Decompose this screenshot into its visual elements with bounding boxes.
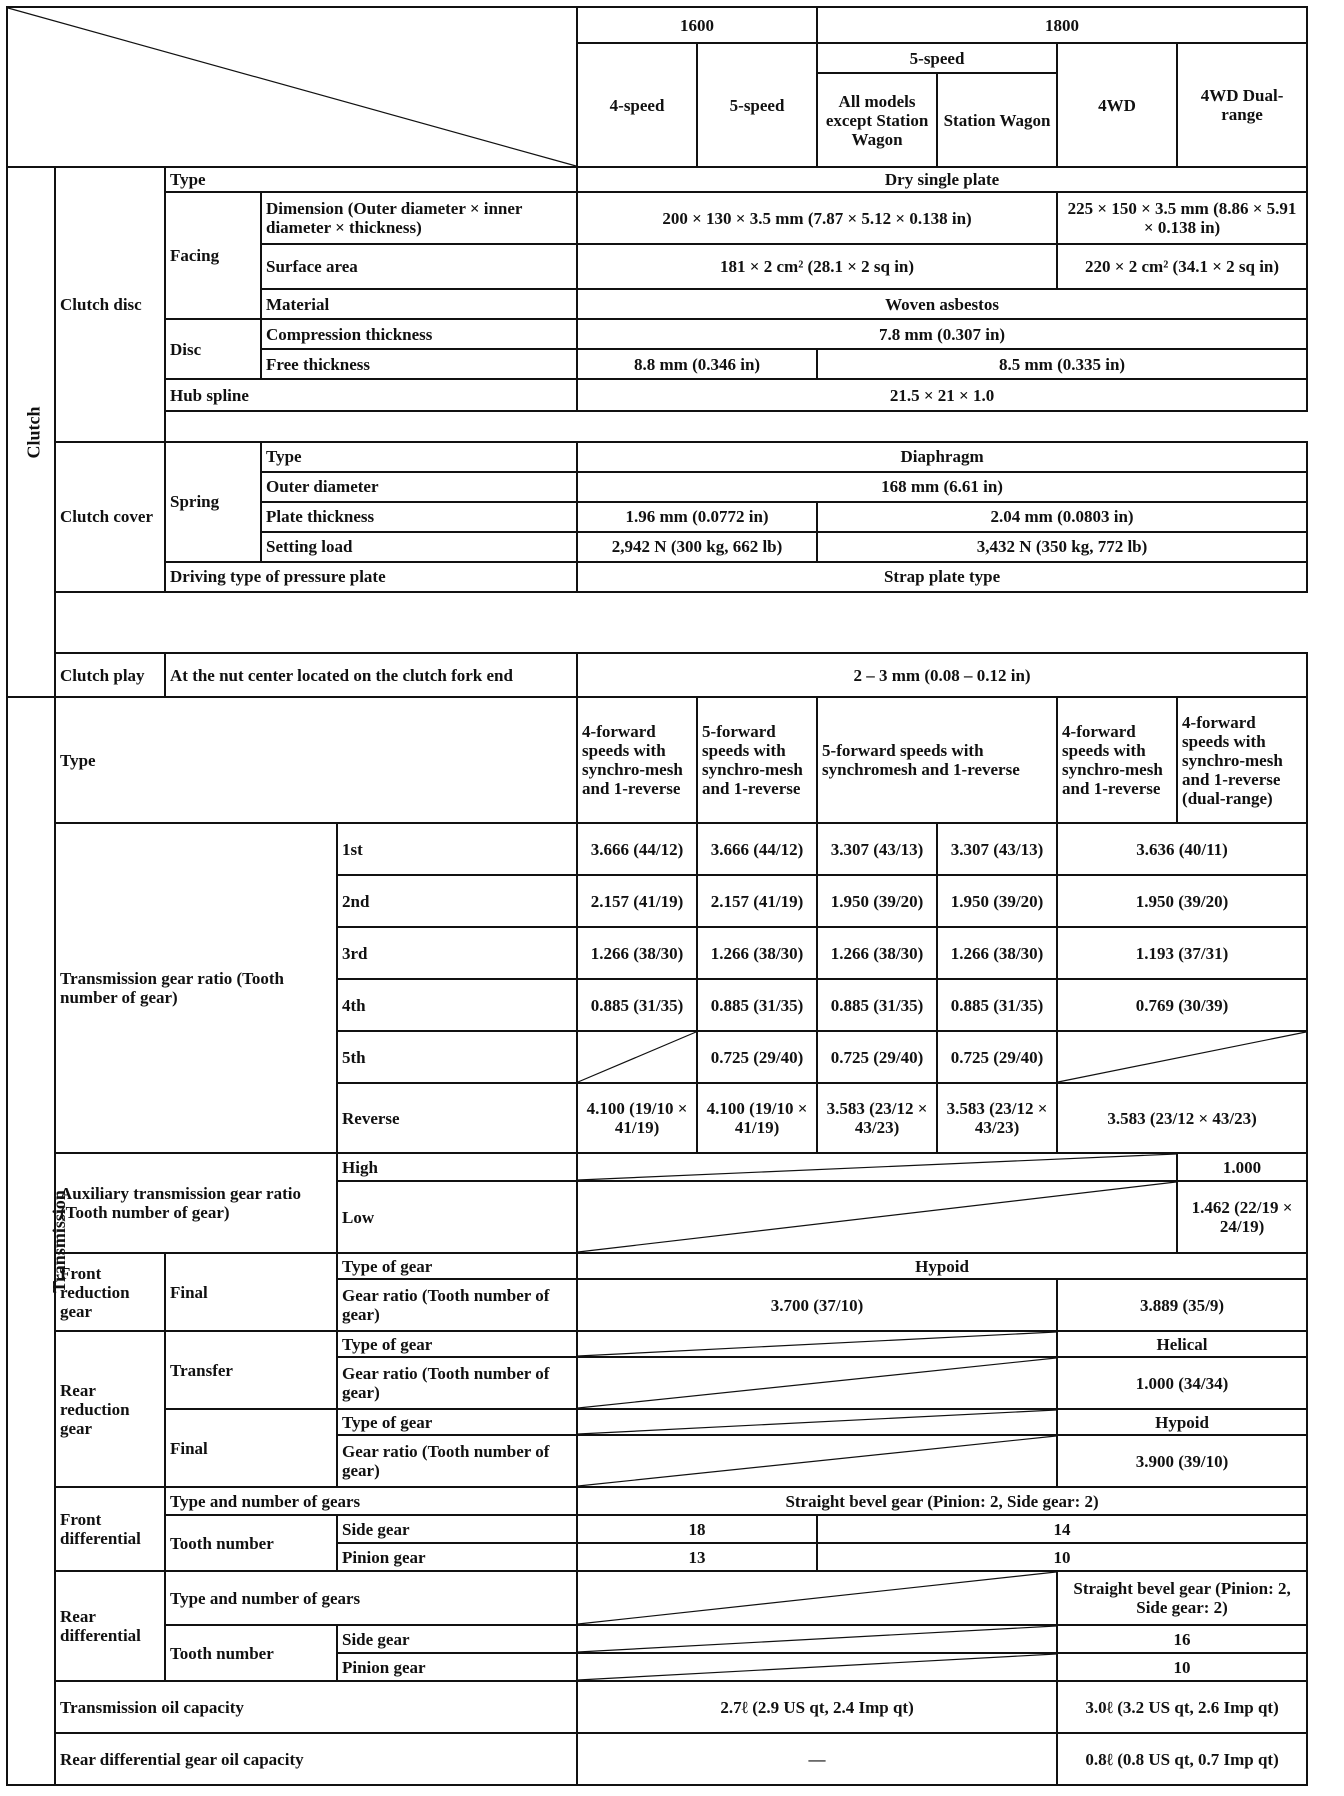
gear-5th-label: 5th (337, 1031, 577, 1083)
clutch-disc-label: Clutch disc (55, 167, 165, 442)
outer-diameter-label: Outer diameter (261, 472, 577, 502)
transfer-type-na (577, 1331, 1057, 1357)
outer-diameter-value: 168 mm (6.61 in) (577, 472, 1307, 502)
rear-diff-type-value: Straight bevel gear (Pinion: 2, Side gear: 2) (1057, 1571, 1307, 1625)
rear-final-label: Final (165, 1409, 337, 1487)
gear-1st-v1: 3.666 (44/12) (577, 823, 697, 875)
gear-3rd-v5: 1.193 (37/31) (1057, 927, 1307, 979)
gear-5th-v3: 0.725 (29/40) (817, 1031, 937, 1083)
group-1600: 1600 (577, 7, 817, 43)
front-final-label: Final (165, 1253, 337, 1331)
rear-oil-capacity-label: Rear differential gear oil capacity (55, 1733, 577, 1785)
col-4wd-dual-range: 4WD Dual-range (1177, 43, 1307, 167)
rear-reduction-label: Rear reduction gear (55, 1331, 165, 1487)
rear-pinion-gear-value: 10 (1057, 1653, 1307, 1681)
aux-gear-label: Auxiliary transmission gear ratio (Tooth number of gear) (55, 1153, 337, 1253)
gear-1st-v3: 3.307 (43/13) (817, 823, 937, 875)
gear-2nd-v2: 2.157 (41/19) (697, 875, 817, 927)
gear-5th-v2: 0.725 (29/40) (697, 1031, 817, 1083)
front-diff-type-label: Type and number of gears (165, 1487, 577, 1515)
setting-load-label: Setting load (261, 532, 577, 562)
gear-reverse-v3: 3.583 (23/12 × 43/23) (817, 1083, 937, 1153)
spring-type-label: Type (261, 442, 577, 472)
gear-reverse-v4: 3.583 (23/12 × 43/23) (937, 1083, 1057, 1153)
transfer-ratio-na (577, 1357, 1057, 1409)
aux-low-label: Low (337, 1181, 577, 1253)
setting-load-value-a: 2,942 N (300 kg, 662 lb) (577, 532, 817, 562)
gear-4th-label: 4th (337, 979, 577, 1031)
rear-side-gear-label: Side gear (337, 1625, 577, 1653)
clutch-play-value: 2 – 3 mm (0.08 – 0.12 in) (577, 653, 1307, 697)
rear-oil-capacity-a: — (577, 1733, 1057, 1785)
gear-4th-v3: 0.885 (31/35) (817, 979, 937, 1031)
col-4wd: 4WD (1057, 43, 1177, 167)
gear-reverse-label: Reverse (337, 1083, 577, 1153)
clutch-type-value: Dry single plate (577, 167, 1307, 192)
oil-capacity-a: 2.7ℓ (2.9 US qt, 2.4 Imp qt) (577, 1681, 1057, 1733)
gear-1st-v2: 3.666 (44/12) (697, 823, 817, 875)
rear-diff-label: Rear differential (55, 1571, 165, 1681)
gear-reverse-v5: 3.583 (23/12 × 43/23) (1057, 1083, 1307, 1153)
group-1800: 1800 (817, 7, 1307, 43)
gear-2nd-v4: 1.950 (39/20) (937, 875, 1057, 927)
surface-area-value-b: 220 × 2 cm² (34.1 × 2 sq in) (1057, 244, 1307, 289)
gear-5th-v4: 0.725 (29/40) (937, 1031, 1057, 1083)
col-5-speed: 5-speed (697, 43, 817, 167)
front-tooth-number-label: Tooth number (165, 1515, 337, 1571)
trans-type-1: 4-forward speeds with synchro-mesh and 1-reverse (577, 697, 697, 823)
aux-low-value: 1.462 (22/19 × 24/19) (1177, 1181, 1307, 1253)
hub-spline-value: 21.5 × 21 × 1.0 (577, 379, 1307, 411)
rear-final-type-value: Hypoid (1057, 1409, 1307, 1435)
dimension-value-a: 200 × 130 × 3.5 mm (7.87 × 5.12 × 0.138 in) (577, 192, 1057, 244)
clutch-type-label: Type (165, 167, 577, 192)
gear-4th-v5: 0.769 (30/39) (1057, 979, 1307, 1031)
front-final-ratio-b: 3.889 (35/9) (1057, 1279, 1307, 1331)
gear-2nd-v3: 1.950 (39/20) (817, 875, 937, 927)
rear-side-gear-value: 16 (1057, 1625, 1307, 1653)
facing-label: Facing (165, 192, 261, 319)
gear-3rd-v1: 1.266 (38/30) (577, 927, 697, 979)
aux-high-value: 1.000 (1177, 1153, 1307, 1181)
col-station-wagon: Station Wagon (937, 73, 1057, 167)
gear-2nd-label: 2nd (337, 875, 577, 927)
gear-5th-v5-na (1057, 1031, 1307, 1083)
free-thickness-value-b: 8.5 mm (0.335 in) (817, 349, 1307, 379)
free-thickness-value-a: 8.8 mm (0.346 in) (577, 349, 817, 379)
transfer-label: Transfer (165, 1331, 337, 1409)
gear-ratio-label: Transmission gear ratio (Tooth number of gear) (55, 823, 337, 1153)
material-label: Material (261, 289, 577, 319)
dimension-value-b: 225 × 150 × 3.5 mm (8.86 × 5.91 × 0.138 in) (1057, 192, 1307, 244)
rear-diff-type-na (577, 1571, 1057, 1625)
oil-capacity-b: 3.0ℓ (3.2 US qt, 2.6 Imp qt) (1057, 1681, 1307, 1733)
driving-type-value: Strap plate type (577, 562, 1307, 592)
trans-type-5: 4-forward speeds with synchro-mesh and 1-reverse (dual-range) (1177, 697, 1307, 823)
aux-low-na (577, 1181, 1177, 1253)
gear-1st-v5: 3.636 (40/11) (1057, 823, 1307, 875)
front-diff-label: Front differential (55, 1487, 165, 1571)
front-final-type: Hypoid (577, 1253, 1307, 1279)
front-diff-type-value: Straight bevel gear (Pinion: 2, Side gear: 2) (577, 1487, 1307, 1515)
specifications-table (6, 6, 1308, 1786)
rear-final-ratio-label: Gear ratio (Tooth number of gear) (337, 1435, 577, 1487)
rear-tooth-number-label: Tooth number (165, 1625, 337, 1681)
material-value: Woven asbestos (577, 289, 1307, 319)
free-thickness-label: Free thickness (261, 349, 577, 379)
gear-2nd-v1: 2.157 (41/19) (577, 875, 697, 927)
col-4-speed: 4-speed (577, 43, 697, 167)
front-type-of-gear-label: Type of gear (337, 1253, 577, 1279)
rear-final-type-na (577, 1409, 1057, 1435)
driving-type-label: Driving type of pressure plate (165, 562, 577, 592)
spec-sheet (6, 6, 1306, 1786)
surface-area-label: Surface area (261, 244, 577, 289)
front-pinion-gear-label: Pinion gear (337, 1543, 577, 1571)
transfer-ratio-label: Gear ratio (Tooth number of gear) (337, 1357, 577, 1409)
spring-label: Spring (165, 442, 261, 562)
front-side-gear-a: 18 (577, 1515, 817, 1543)
plate-thickness-value-b: 2.04 mm (0.0803 in) (817, 502, 1307, 532)
front-pinion-gear-a: 13 (577, 1543, 817, 1571)
oil-capacity-label: Transmission oil capacity (55, 1681, 577, 1733)
col-all-models: All models except Station Wagon (817, 73, 937, 167)
hub-spline-label: Hub spline (165, 379, 577, 411)
rear-oil-capacity-b: 0.8ℓ (0.8 US qt, 0.7 Imp qt) (1057, 1733, 1307, 1785)
clutch-cover-label: Clutch cover (55, 442, 165, 592)
gear-2nd-v5: 1.950 (39/20) (1057, 875, 1307, 927)
rear-pinion-gear-na (577, 1653, 1057, 1681)
transmission-section-label: Transmission (7, 697, 55, 1785)
plate-thickness-value-a: 1.96 mm (0.0772 in) (577, 502, 817, 532)
front-side-gear-label: Side gear (337, 1515, 577, 1543)
dimension-label: Dimension (Outer diameter × inner diameter × thickness) (261, 192, 577, 244)
gear-1st-v4: 3.307 (43/13) (937, 823, 1057, 875)
header-corner (7, 7, 577, 167)
rear-final-type-label: Type of gear (337, 1409, 577, 1435)
compression-thickness-label: Compression thickness (261, 319, 577, 349)
transfer-type-label: Type of gear (337, 1331, 577, 1357)
clutch-play-desc: At the nut center located on the clutch fork end (165, 653, 577, 697)
transfer-type-value: Helical (1057, 1331, 1307, 1357)
gear-4th-v1: 0.885 (31/35) (577, 979, 697, 1031)
gear-3rd-v3: 1.266 (38/30) (817, 927, 937, 979)
aux-high-na (577, 1153, 1177, 1181)
group-5-speed: 5-speed (817, 43, 1057, 73)
front-reduction-label: Front reduction gear (55, 1253, 165, 1331)
plate-thickness-label: Plate thickness (261, 502, 577, 532)
gear-1st-label: 1st (337, 823, 577, 875)
rear-diff-type-label: Type and number of gears (165, 1571, 577, 1625)
gear-reverse-v1: 4.100 (19/10 × 41/19) (577, 1083, 697, 1153)
rear-final-ratio-na (577, 1435, 1057, 1487)
gear-reverse-v2: 4.100 (19/10 × 41/19) (697, 1083, 817, 1153)
trans-type-4: 4-forward speeds with synchro-mesh and 1-reverse (1057, 697, 1177, 823)
front-final-ratio-a: 3.700 (37/10) (577, 1279, 1057, 1331)
trans-type-2: 5-forward speeds with synchro-mesh and 1-reverse (697, 697, 817, 823)
clutch-play-label: Clutch play (55, 653, 165, 697)
clutch-section-label: Clutch (7, 167, 55, 697)
front-pinion-gear-b: 10 (817, 1543, 1307, 1571)
gear-3rd-v2: 1.266 (38/30) (697, 927, 817, 979)
gear-5th-v1-na (577, 1031, 697, 1083)
transfer-ratio-value: 1.000 (34/34) (1057, 1357, 1307, 1409)
rear-side-gear-na (577, 1625, 1057, 1653)
front-side-gear-b: 14 (817, 1515, 1307, 1543)
setting-load-value-b: 3,432 N (350 kg, 772 lb) (817, 532, 1307, 562)
gear-3rd-label: 3rd (337, 927, 577, 979)
disc-label: Disc (165, 319, 261, 379)
gear-3rd-v4: 1.266 (38/30) (937, 927, 1057, 979)
gear-4th-v4: 0.885 (31/35) (937, 979, 1057, 1031)
gear-4th-v2: 0.885 (31/35) (697, 979, 817, 1031)
surface-area-value-a: 181 × 2 cm² (28.1 × 2 sq in) (577, 244, 1057, 289)
trans-type-label: Type (55, 697, 577, 823)
spring-type-value: Diaphragm (577, 442, 1307, 472)
compression-thickness-value: 7.8 mm (0.307 in) (577, 319, 1307, 349)
aux-high-label: High (337, 1153, 577, 1181)
front-gear-ratio-label: Gear ratio (Tooth number of gear) (337, 1279, 577, 1331)
trans-type-3: 5-forward speeds with synchromesh and 1-reverse (817, 697, 1057, 823)
rear-final-ratio-value: 3.900 (39/10) (1057, 1435, 1307, 1487)
rear-pinion-gear-label: Pinion gear (337, 1653, 577, 1681)
